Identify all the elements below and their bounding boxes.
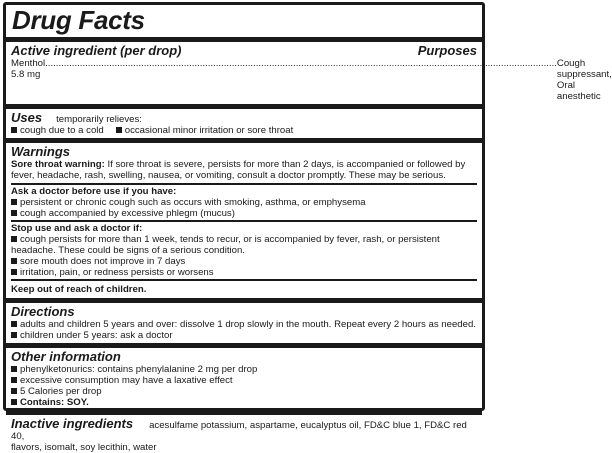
directions-heading: Directions	[11, 304, 75, 319]
active-ingredient-heading: Active ingredient (per drop)	[11, 43, 182, 58]
uses-section	[6, 109, 482, 138]
contains-allergen: Contains: SOY.	[20, 397, 89, 408]
inactive-ingredients-heading: Inactive ingredients	[11, 416, 134, 431]
warnings-section	[6, 143, 482, 181]
inactive-ingredients-text: acesulfame potassium, aspartame, eucalyptus oil, FD&C blue 1, FD&C red 40,	[11, 420, 467, 442]
other-information-item: 5 Calories per drop	[20, 386, 102, 397]
directions-item: adults and children 5 years and over: dissolve 1 drop slowly in the mouth. Repeat every 2 hours as needed.	[20, 319, 476, 330]
keep-out-section	[6, 281, 482, 298]
bullet-icon	[11, 258, 17, 264]
stop-use-heading: Stop use and ask a doctor if:	[11, 223, 143, 234]
bullet-icon	[11, 332, 17, 338]
stop-use-item: irritation, pain, or redness persists or worsens	[20, 267, 214, 278]
ask-doctor-section	[6, 185, 482, 220]
drug-facts-label	[3, 2, 612, 453]
stop-use-section	[6, 222, 482, 279]
sore-throat-warning-text: fever, headache, rash, swelling, nausea, or vomiting, consult a doctor promptly. These may be serious.	[11, 170, 446, 181]
bullet-icon	[11, 127, 17, 133]
purpose-value: Cough suppressant, Oral anesthetic	[556, 58, 612, 102]
ask-doctor-heading: Ask a doctor before use if you have:	[11, 186, 177, 197]
warnings-heading: Warnings	[11, 144, 70, 159]
stop-use-item: cough persists for more than 1 week, tends to recur, or is accompanied by fever, rash, or persistent	[20, 234, 440, 245]
stop-use-item: sore mouth does not improve in 7 days	[20, 256, 186, 267]
uses-heading: Uses	[11, 110, 43, 125]
bullet-icon	[11, 399, 17, 405]
label-title: Drug Facts	[12, 5, 145, 35]
sore-throat-warning-text: If sore throat is severe, persists for more than 2 days, is accompanied or followed by	[107, 159, 466, 170]
ask-doctor-item: cough accompanied by excessive phlegm (mucus)	[20, 208, 235, 219]
divider	[6, 37, 482, 42]
dot-leader	[45, 58, 557, 69]
bullet-icon	[11, 321, 17, 327]
sore-throat-warning-label: Sore throat warning:	[11, 159, 105, 170]
uses-item: cough due to a cold	[20, 125, 104, 136]
ask-doctor-item: persistent or chronic cough such as occurs with smoking, asthma, or emphysema	[20, 197, 366, 208]
other-information-item: excessive consumption may have a laxative effect	[20, 375, 233, 386]
directions-item: children under 5 years: ask a doctor	[20, 330, 173, 341]
inactive-ingredients-section	[6, 415, 482, 453]
bullet-icon	[11, 236, 17, 242]
bullet-icon	[116, 127, 122, 133]
bullet-icon	[11, 388, 17, 394]
uses-intro: temporarily relieves:	[56, 114, 142, 125]
bullet-icon	[11, 377, 17, 383]
bullet-icon	[11, 199, 17, 205]
keep-out-of-reach: Keep out of reach of children.	[11, 284, 147, 295]
bullet-icon	[11, 210, 17, 216]
uses-item: occasional minor irritation or sore throat	[124, 125, 294, 136]
other-information-item: phenylketonurics: contains phenylalanine 2 mg per drop	[20, 364, 258, 375]
inactive-ingredients-text: flavors, isomalt, soy lecithin, water	[11, 442, 157, 453]
active-ingredient-section	[6, 43, 612, 102]
directions-section	[6, 303, 482, 343]
other-information-section	[6, 348, 482, 410]
other-information-heading: Other information	[11, 349, 121, 364]
bullet-icon	[11, 269, 17, 275]
purposes-heading: Purposes	[417, 43, 477, 58]
bullet-icon	[11, 366, 17, 372]
stop-use-item-continued: headache. These could be signs of a serious condition.	[11, 245, 245, 256]
active-ingredient-value: Menthol 5.8 mg	[11, 58, 46, 80]
